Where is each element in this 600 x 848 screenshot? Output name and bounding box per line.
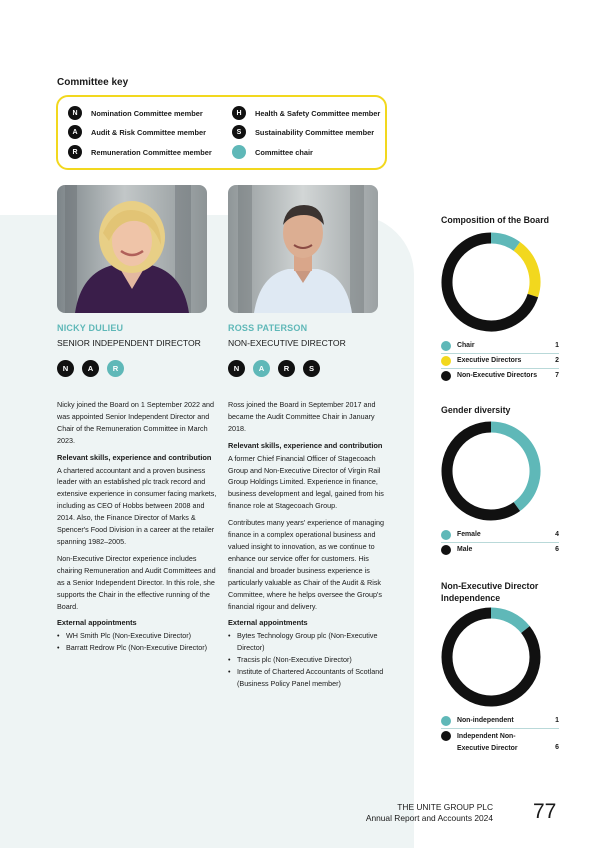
key-label: Health & Safety Committee member bbox=[255, 108, 381, 118]
person-name-nicky: NICKY DULIEU bbox=[57, 323, 124, 333]
person-role-ross: NON-EXECUTIVE DIRECTOR bbox=[228, 338, 346, 348]
legend-row-chair bbox=[441, 341, 559, 351]
chair-dot bbox=[232, 145, 246, 159]
key-label: Sustainability Committee member bbox=[255, 127, 375, 137]
sustainability-badge: S bbox=[232, 125, 246, 139]
chart-title-independence: Non-Executive Director Independence bbox=[441, 581, 539, 603]
external-appointments-list bbox=[57, 630, 217, 654]
bio-column-ross bbox=[228, 399, 388, 690]
person-name-ross: ROSS PATERSON bbox=[228, 323, 308, 333]
legend-row-independent bbox=[441, 731, 559, 755]
legend-label: Independent Non-Executive Director bbox=[457, 733, 518, 752]
key-label: Committee chair bbox=[255, 147, 313, 157]
key-label: Audit & Risk Committee member bbox=[91, 127, 206, 137]
legend-value: 6 bbox=[555, 546, 559, 553]
bio-intro: Ross joined the Board in September 2017 and became the Audit Committee Chair in January 2018. bbox=[228, 400, 376, 433]
committee-badges-ross bbox=[228, 360, 328, 377]
legend-swatch bbox=[441, 341, 451, 351]
legend-value: 1 bbox=[555, 342, 559, 349]
key-item-nomination bbox=[68, 106, 203, 120]
skills-heading: Relevant skills, experience and contribution bbox=[57, 452, 212, 462]
legend-swatch bbox=[441, 731, 451, 741]
key-item-audit bbox=[68, 125, 206, 139]
person-role-nicky: SENIOR INDEPENDENT DIRECTOR bbox=[57, 338, 201, 348]
bio-intro: Nicky joined the Board on 1 September 2022 and was appointed Senior Independent Director and Chair of the Remuneration Committee in March 2023. bbox=[57, 400, 215, 445]
legend-row-male bbox=[441, 545, 559, 555]
external-heading: External appointments bbox=[228, 618, 308, 628]
list-item: • Bytes Technology Group plc (Non-Executive Director) bbox=[228, 630, 388, 654]
portrait-photo bbox=[228, 185, 378, 313]
key-item-sustainability bbox=[232, 125, 374, 139]
external-appointments-list bbox=[228, 630, 388, 690]
legend-row-non-executive bbox=[441, 371, 559, 381]
committee-badge: N bbox=[57, 360, 74, 377]
legend-swatch bbox=[441, 545, 451, 555]
key-label: Remuneration Committee member bbox=[91, 147, 212, 157]
legend-label: Non-Executive Directors bbox=[457, 372, 538, 379]
legend-swatch bbox=[441, 530, 451, 540]
list-item: • WH Smith Plc (Non-Executive Director) bbox=[57, 630, 217, 642]
legend-label: Executive Directors bbox=[457, 357, 522, 364]
committee-badge: A bbox=[82, 360, 99, 377]
legend-swatch bbox=[441, 371, 451, 381]
footer-company: THE UNITE GROUP PLC bbox=[397, 802, 493, 812]
donut-segment-male bbox=[447, 427, 517, 515]
list-item: • Tracsis plc (Non-Executive Director) bbox=[228, 654, 388, 666]
committee-key-title: Committee key bbox=[57, 77, 129, 88]
legend-row-non-independent bbox=[441, 716, 559, 726]
donut-segment-chair bbox=[491, 238, 517, 246]
chart-title-board-composition: Composition of the Board bbox=[441, 215, 549, 225]
legend-value: 4 bbox=[555, 531, 559, 538]
donut-segment-non-independent bbox=[491, 613, 525, 630]
legend-divider bbox=[441, 368, 559, 369]
portrait-nicky-dulieu bbox=[57, 185, 207, 313]
legend-swatch bbox=[441, 716, 451, 726]
skills-paragraph: A former Chief Financial Officer of Stagecoach Group and Non-Executive Director of Virgin Rail Group Holdings Limited. Experience in finance, business development and legal, gained from his finance role at Stagecoach Group. bbox=[228, 453, 384, 511]
committee-badge: N bbox=[228, 360, 245, 377]
portrait-photo bbox=[57, 185, 207, 313]
donut-gender bbox=[441, 421, 541, 521]
skills-paragraph: Non-Executive Director experience includes chairing Remuneration and Audit Committees and as a Senior Independent Director. In this role, she supports the Chair in the effective running of the Board. bbox=[57, 553, 216, 611]
key-item-health-safety bbox=[232, 106, 380, 120]
donut-segment-executive-directors bbox=[517, 246, 535, 295]
committee-badges-nicky bbox=[57, 360, 132, 377]
legend-divider bbox=[441, 542, 559, 543]
legend-label: Female bbox=[457, 531, 481, 538]
legend-value: 1 bbox=[555, 717, 559, 724]
list-item: • Institute of Chartered Accountants of Scotland (Business Policy Panel member) bbox=[228, 666, 388, 690]
legend-label: Male bbox=[457, 546, 473, 553]
committee-badge: S bbox=[303, 360, 320, 377]
chart-title-gender: Gender diversity bbox=[441, 405, 511, 415]
donut-segment-female bbox=[491, 427, 535, 507]
portrait-ross-paterson bbox=[228, 185, 378, 313]
legend-divider bbox=[441, 353, 559, 354]
footer-report-title: Annual Report and Accounts 2024 bbox=[365, 813, 493, 823]
legend-row-executive bbox=[441, 356, 559, 366]
donut-independence bbox=[441, 607, 541, 707]
list-item: • Barratt Redrow Plc (Non-Executive Director) bbox=[57, 642, 217, 654]
key-item-remuneration bbox=[68, 145, 212, 159]
donut-board-composition bbox=[441, 232, 541, 332]
legend-label: Non-independent bbox=[457, 717, 514, 724]
legend-value: 7 bbox=[555, 372, 559, 379]
remuneration-badge: R bbox=[68, 145, 82, 159]
legend-label: Chair bbox=[457, 342, 475, 349]
bio-column-nicky bbox=[57, 399, 217, 654]
committee-badge: R bbox=[278, 360, 295, 377]
legend-divider bbox=[441, 728, 559, 729]
legend-swatch bbox=[441, 356, 451, 366]
committee-badge-chair: R bbox=[107, 360, 124, 377]
page-number: 77 bbox=[533, 800, 557, 823]
health-safety-badge: H bbox=[232, 106, 246, 120]
committee-badge-chair: A bbox=[253, 360, 270, 377]
nomination-badge: N bbox=[68, 106, 82, 120]
legend-row-female bbox=[441, 530, 559, 540]
skills-heading: Relevant skills, experience and contribution bbox=[228, 440, 383, 450]
skills-paragraph: Contributes many years' experience of managing finance in a complex operational business and valued insight to innovation, as we continue to enhance our service offer for customers. His financial and broader business experience is particularly valuable as Chair of the Audit & Risk Committee, where he helps oversee the Group's financial rigour and delivery. bbox=[228, 518, 384, 611]
external-heading: External appointments bbox=[57, 618, 137, 628]
committee-key-box bbox=[56, 95, 387, 170]
audit-badge: A bbox=[68, 125, 82, 139]
legend-value: 6 bbox=[555, 744, 559, 751]
legend-value: 2 bbox=[555, 357, 559, 364]
key-label: Nomination Committee member bbox=[91, 108, 203, 118]
skills-paragraph: A chartered accountant and a proven business leader with an established plc track record and extensive experience in consumer facing markets, including as CEO of Hobbs between 2008 and 2014. Also, the Finance Director of Marks & Spencer's Food Division in a career at the retailer spanning 1982–2005. bbox=[57, 465, 217, 546]
key-item-chair bbox=[232, 145, 313, 159]
